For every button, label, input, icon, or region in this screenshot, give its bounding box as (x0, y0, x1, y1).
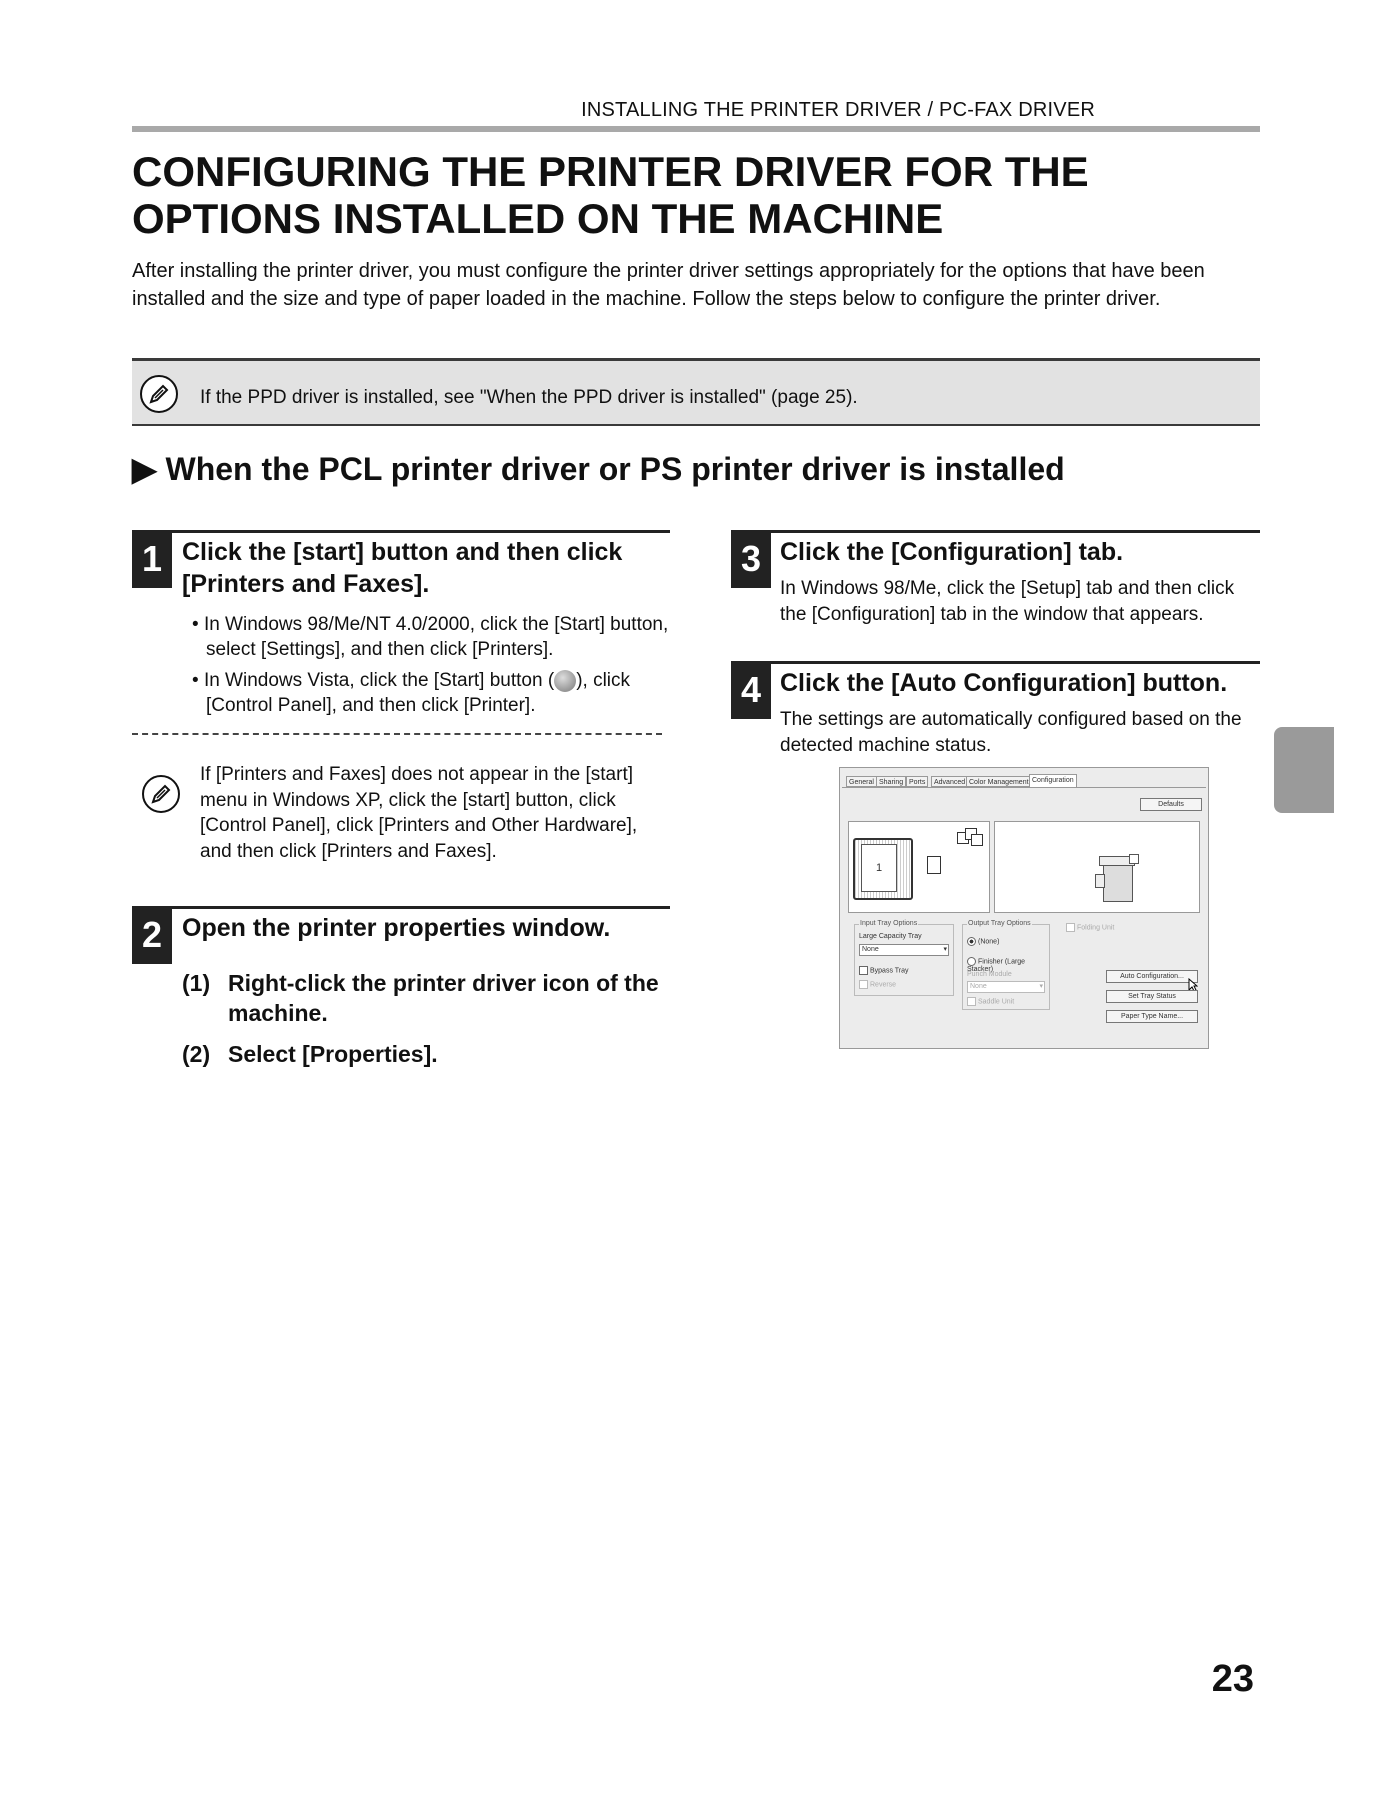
step2-rule (132, 906, 670, 909)
printer-machine-icon (1095, 852, 1137, 902)
step2-sub1-number: (1) (182, 970, 211, 996)
step2-title: Open the printer properties window. (182, 914, 611, 942)
pencil-note-icon (142, 775, 180, 813)
step1-title-line2: [Printers and Faxes]. (182, 570, 430, 598)
bypass-tray-label: Bypass Tray (870, 967, 909, 975)
step3-title: Click the [Configuration] tab. (780, 538, 1124, 566)
step4-title: Click the [Auto Configuration] button. (780, 669, 1228, 697)
bypass-tray-checkbox[interactable] (859, 966, 909, 975)
page-title-line2: OPTIONS INSTALLED ON THE MACHINE (132, 195, 944, 242)
punch-module-label: Punch Module (967, 971, 1012, 978)
header-rule (132, 126, 1260, 132)
input-tray-options-label: Input Tray Options (860, 920, 918, 927)
step1-bullet1: • In Windows 98/Me/NT 4.0/2000, click the [Start] button, select [Settings], and then click [Printers]. (192, 614, 669, 660)
option-finisher-label: Finisher (Large Stacker) (967, 958, 1026, 973)
step1-rule (132, 530, 670, 533)
tab-configuration[interactable]: Configuration (1029, 774, 1077, 788)
punch-module-select[interactable] (967, 981, 1045, 993)
folding-unit-label: Folding Unit (1077, 924, 1115, 932)
chevron-down-icon: ▾ (943, 946, 947, 953)
punch-module-value: None (970, 983, 987, 990)
chapter-thumb-tab (1274, 727, 1334, 813)
section-arrow-icon: ▶ (132, 451, 157, 487)
step2-sub2-number: (2) (182, 1041, 211, 1067)
step1-bullet2-text-b: ), click [Control Panel], and then click [Printer]. (206, 670, 631, 716)
auto-configuration-button[interactable]: Auto Configuration... (1106, 970, 1198, 983)
section-title (132, 450, 1065, 488)
large-capacity-tray-value: None (862, 946, 879, 953)
configuration-dialog-screenshot (839, 767, 1209, 1049)
tray-indicator-icon (927, 856, 941, 874)
output-tray-options-label: Output Tray Options (968, 920, 1031, 927)
input-tray-options-group (854, 920, 954, 996)
tray-preview-panel (848, 821, 990, 913)
tab-sharing[interactable]: Sharing (876, 776, 906, 787)
step2-sub2-text: Select [Properties]. (228, 1041, 438, 1067)
step4-text: The settings are automatically configured based on the detected machine status. (780, 709, 1242, 756)
option-none-label: (None) (978, 938, 1000, 946)
saddle-unit-label: Saddle Unit (978, 998, 1015, 1006)
step1-dashed-divider (132, 733, 662, 735)
chevron-down-icon: ▾ (1039, 983, 1043, 990)
step1-title (182, 536, 672, 600)
step1-number: 1 (132, 530, 172, 588)
large-capacity-tray-select[interactable] (859, 944, 949, 956)
reverse-label: Reverse (870, 981, 897, 989)
large-capacity-tray-label: Large Capacity Tray (859, 933, 922, 940)
running-header: INSTALLING THE PRINTER DRIVER / PC-FAX DRIVER (581, 99, 1095, 121)
machine-preview-panel (994, 821, 1200, 913)
step4-rule (731, 661, 1260, 664)
output-tray-options-group (962, 920, 1050, 1010)
tray-number: 1 (861, 844, 897, 892)
tab-advanced[interactable]: Advanced (931, 776, 968, 787)
saddle-unit-checkbox[interactable] (967, 997, 1014, 1006)
page-number: 23 (1211, 1658, 1254, 1700)
step1-bullet1-text: In Windows 98/Me/NT 4.0/2000, click the [Start] button, select [Settings], and then click [Printers]. (203, 614, 669, 660)
tab-underline (842, 787, 1206, 788)
paper-type-name-button[interactable]: Paper Type Name... (1106, 1010, 1198, 1023)
tab-general[interactable]: General (846, 776, 877, 787)
option-none-radio[interactable] (967, 937, 999, 946)
pencil-note-icon (140, 375, 178, 413)
step3-rule (731, 530, 1260, 533)
step1-note-text: If [Printers and Faxes] does not appear in the [start] menu in Windows XP, click the [start] button, click [Control Panel], click [Printers and Other Hardware], and then click [Printers and Faxes]. (200, 764, 638, 862)
paper-tray-icon (853, 838, 913, 900)
windows-start-orb-icon (554, 670, 576, 692)
step3-text: In Windows 98/Me, click the [Setup] tab and then click the [Configuration] tab in the window that appears. (780, 578, 1235, 625)
set-tray-status-button[interactable]: Set Tray Status (1106, 990, 1198, 1003)
section-title-text: When the PCL printer driver or PS printer driver is installed (165, 451, 1065, 487)
step2-sub1-text: Right-click the printer driver icon of the machine. (228, 970, 659, 1026)
tab-ports[interactable]: Ports (906, 776, 928, 787)
defaults-button[interactable]: Defaults (1140, 798, 1202, 811)
tab-color-management[interactable]: Color Management (966, 776, 1032, 787)
step2-number: 2 (132, 906, 172, 964)
page-title-line1: CONFIGURING THE PRINTER DRIVER FOR THE (132, 148, 1089, 195)
step1-bullet2: • In Windows Vista, click the [Start] button ( ), click [Control Panel], and then click [Printer]. (192, 670, 631, 716)
intro-paragraph: After installing the printer driver, you must configure the printer driver settings appropriately for the options that have been installed and the size and type of paper loaded in the machine. Follow the steps below to configure the printer driver. (132, 260, 1205, 310)
paper-sheets-icon (957, 828, 985, 844)
step4-number: 4 (731, 661, 771, 719)
step1-title-line1: Click the [start] button and then click (182, 538, 623, 566)
step1-bullet2-text-a: In Windows Vista, click the [Start] button ( (203, 670, 555, 691)
ppd-note-text: If the PPD driver is installed, see "When the PPD driver is installed" (page 25). (200, 387, 858, 408)
folding-unit-checkbox[interactable] (1066, 923, 1114, 932)
step3-number: 3 (731, 530, 771, 588)
reverse-checkbox[interactable] (859, 980, 896, 989)
page-title (132, 148, 1262, 242)
ppd-note-box (132, 358, 1260, 426)
